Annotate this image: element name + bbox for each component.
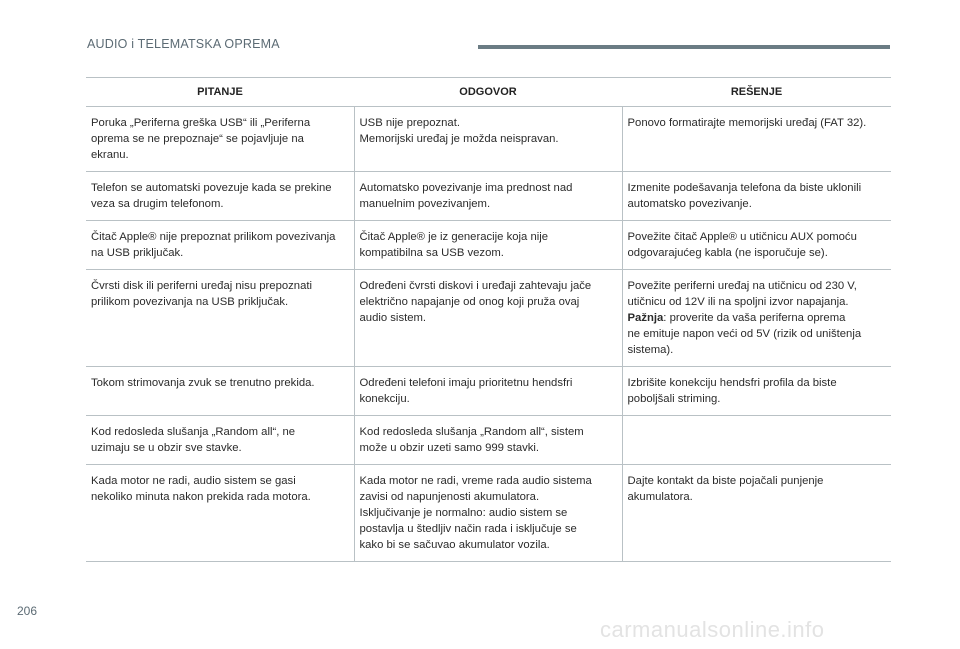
answer-cell	[354, 172, 622, 221]
cell-text: automatsko povezivanje.	[627, 198, 752, 210]
cell-text: utičnicu od 12V ili na spoljni izvor napajanja.	[627, 296, 849, 308]
table-row	[86, 107, 891, 172]
solution-cell	[622, 107, 891, 172]
cell-text: poboljšali striming.	[627, 393, 721, 405]
table-row	[86, 416, 891, 465]
column-header-question: PITANJE	[86, 78, 354, 107]
cell-text: Memorijski uređaj je možda neispravan.	[359, 133, 559, 145]
answer-cell	[354, 465, 622, 562]
solution-cell	[622, 221, 891, 270]
answer-cell	[354, 270, 622, 367]
table-header-row	[86, 78, 891, 107]
cell-text: postavlja u štedljiv način rada i isključuje se	[359, 523, 577, 535]
cell-text: Čvrsti disk ili periferni uređaj nisu prepoznati	[91, 280, 313, 292]
column-header-answer: ODGOVOR	[354, 78, 622, 107]
cell-text: Kada motor ne radi, audio sistem se gasi	[91, 475, 296, 487]
cell-text: Isključivanje je normalno: audio sistem se	[359, 507, 568, 519]
cell-text: USB nije prepoznat.	[359, 117, 460, 129]
answer-cell	[354, 221, 622, 270]
cell-text: Kod redosleda slušanja „Random all“, ne	[91, 426, 296, 438]
warning-note-label: Pažnja	[627, 312, 664, 324]
troubleshooting-table	[86, 77, 891, 562]
cell-text: Povežite periferni uređaj na utičnicu od 230 V,	[627, 280, 857, 292]
cell-text: prilikom povezivanja na USB priključak.	[91, 296, 289, 308]
solution-cell	[622, 172, 891, 221]
cell-text: zavisi od napunjenosti akumulatora.	[359, 491, 540, 503]
question-cell	[86, 465, 354, 562]
troubleshooting-table-container	[86, 77, 891, 562]
cell-text: ne emituje napon veći od 5V (rizik od uništenja	[627, 328, 862, 340]
answer-cell	[354, 107, 622, 172]
column-header-solution: REŠENJE	[622, 78, 891, 107]
cell-text: ekranu.	[91, 149, 129, 161]
cell-text: nekoliko minuta nakon prekida rada motora.	[91, 491, 311, 503]
question-cell	[86, 367, 354, 416]
answer-cell	[354, 367, 622, 416]
cell-text: Određeni telefoni imaju prioritetnu hendsfri	[359, 377, 573, 389]
cell-text: Telefon se automatski povezuje kada se prekine	[91, 182, 332, 194]
question-cell	[86, 416, 354, 465]
solution-cell	[622, 465, 891, 562]
cell-text: Čitač Apple® je iz generacije koja nije	[359, 231, 549, 243]
solution-cell	[622, 270, 891, 367]
cell-text: Tokom strimovanja zvuk se trenutno prekida.	[91, 377, 315, 389]
table-row	[86, 270, 891, 367]
header-divider-bar	[478, 45, 890, 49]
cell-text: veza sa drugim telefonom.	[91, 198, 224, 210]
cell-text: sistema).	[627, 344, 674, 356]
cell-text: akumulatora.	[627, 491, 693, 503]
watermark: carmanualsonline.info	[600, 617, 825, 642]
table-row	[86, 221, 891, 270]
cell-text: audio sistem.	[359, 312, 427, 324]
cell-text: Kada motor ne radi, vreme rada audio sistema	[359, 475, 592, 487]
cell-text: Ponovo formatirajte memorijski uređaj (FAT 32).	[627, 117, 867, 129]
cell-text: na USB priključak.	[91, 247, 184, 259]
cell-text: Određeni čvrsti diskovi i uređaji zahtevaju jače	[359, 280, 592, 292]
solution-cell	[622, 416, 891, 465]
page-number: 206	[17, 604, 38, 618]
cell-text: odgovarajućeg kabla (ne isporučuje se).	[627, 247, 828, 259]
question-cell	[86, 107, 354, 172]
cell-text: Poruka „Periferna greška USB“ ili „Periferna	[91, 117, 311, 129]
cell-text: Automatsko povezivanje ima prednost nad	[359, 182, 573, 194]
section-title: AUDIO i TELEMATSKA OPREMA	[87, 37, 280, 51]
question-cell	[86, 270, 354, 367]
cell-text: Izmenite podešavanja telefona da biste uklonili	[627, 182, 862, 194]
cell-text: konekciju.	[359, 393, 410, 405]
cell-text: može u obzir uzeti samo 999 stavki.	[359, 442, 540, 454]
cell-text: Povežite čitač Apple® u utičnicu AUX pomoću	[627, 231, 857, 243]
cell-text: : proverite da vaša periferna oprema	[663, 312, 846, 324]
table-row	[86, 172, 891, 221]
solution-cell	[622, 367, 891, 416]
answer-cell	[354, 416, 622, 465]
table-row	[86, 367, 891, 416]
question-cell	[86, 221, 354, 270]
cell-text: oprema se ne prepoznaje“ se pojavljuje na	[91, 133, 304, 145]
cell-text: uzimaju se u obzir sve stavke.	[91, 442, 242, 454]
warning-note-line	[628, 310, 888, 326]
cell-text: manuelnim povezivanjem.	[359, 198, 491, 210]
cell-text: Čitač Apple® nije prepoznat prilikom povezivanja	[91, 231, 336, 243]
cell-text: Izbrišite konekciju hendsfri profila da biste	[627, 377, 837, 389]
question-cell	[86, 172, 354, 221]
cell-text: Dajte kontakt da biste pojačali punjenje	[627, 475, 824, 487]
cell-text: kako bi se sačuvao akumulator vozila.	[359, 539, 550, 551]
cell-text: kompatibilna sa USB vezom.	[359, 247, 504, 259]
cell-text: električno napajanje od onog koji pruža ovaj	[359, 296, 580, 308]
table-row	[86, 465, 891, 562]
cell-text: Kod redosleda slušanja „Random all“, sistem	[359, 426, 584, 438]
